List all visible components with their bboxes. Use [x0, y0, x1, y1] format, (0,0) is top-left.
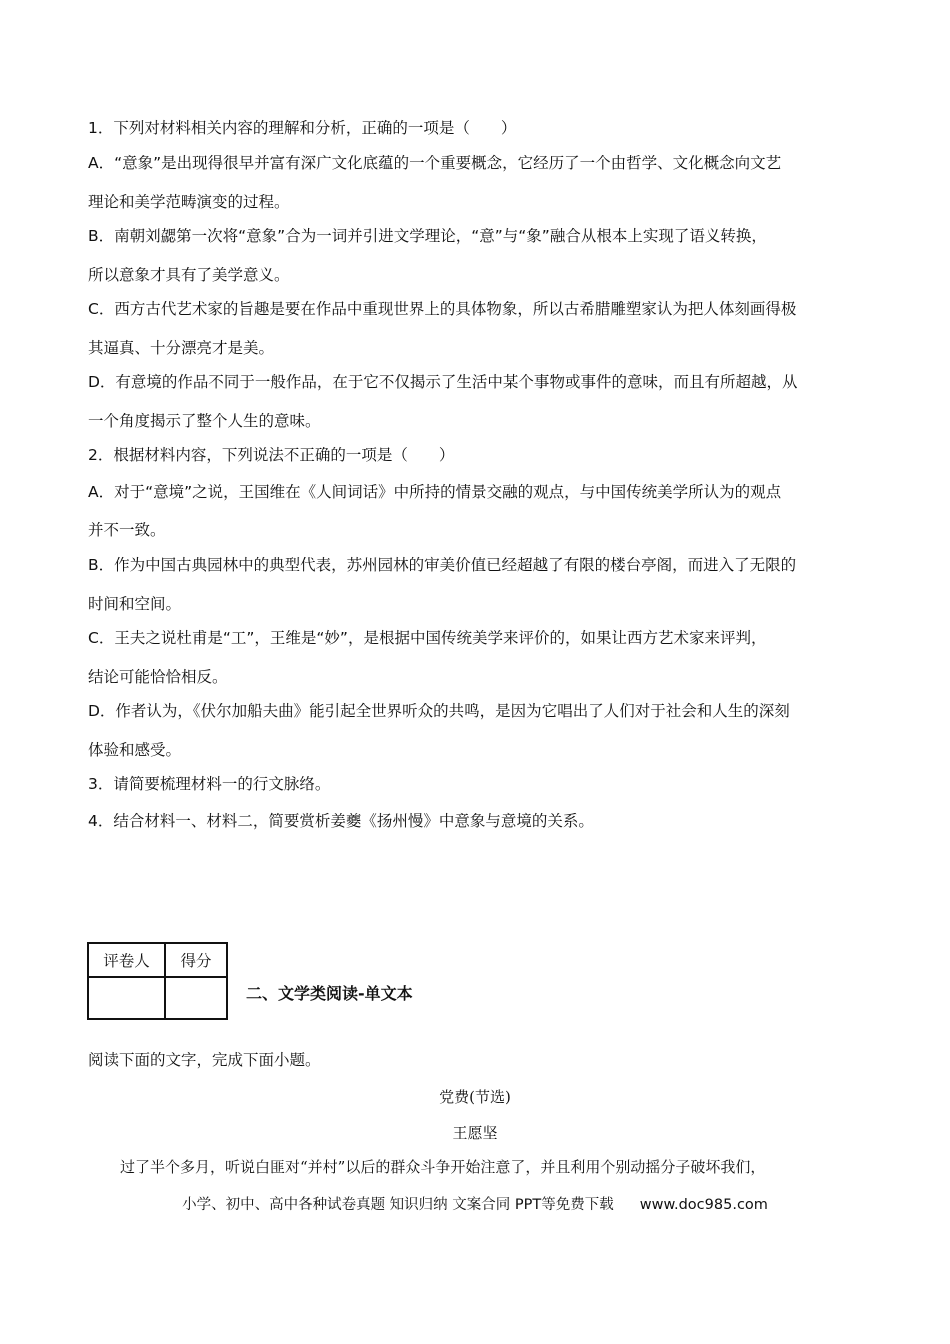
grader-cell[interactable]	[88, 977, 165, 1019]
q1-option-d-line1: D．有意境的作品不同于一般作品，在于它不仅揭示了生活中某个事物或事件的意味，而且有所超越，从	[88, 373, 798, 391]
article-title: 党费(节选)	[439, 1088, 511, 1106]
q1-option-c-line2: 其逼真、十分漂亮才是美。	[88, 339, 275, 357]
q1-option-a-line2: 理论和美学范畴演变的过程。	[88, 193, 290, 211]
grader-header: 评卷人	[88, 943, 165, 977]
article-first-line: 过了半个多月，听说白匪对“并村”以后的群众斗争开始注意了，并且利用个别动摇分子破坏我们，	[120, 1158, 766, 1176]
footer	[0, 1193, 950, 1214]
q2-option-b-line1: B．作为中国古典园林中的典型代表，苏州园林的审美价值已经超越了有限的楼台亭阁，而进入了无限的	[88, 556, 797, 574]
question-4: 4．结合材料一、材料二，简要赏析姜夔《扬州慢》中意象与意境的关系。	[88, 812, 594, 830]
q1-option-b-line2: 所以意象才具有了美学意义。	[88, 266, 290, 284]
q1-option-b-line1: B．南朝刘勰第一次将“意象”合为一词并引进文学理论，“意”与“象”融合从根本上实现了语义转换，	[88, 227, 767, 245]
score-table	[87, 942, 228, 1020]
q2-option-d-line2: 体验和感受。	[88, 741, 182, 759]
article-author: 王愿坚	[452, 1124, 498, 1142]
reading-instruction: 阅读下面的文字，完成下面小题。	[88, 1051, 321, 1069]
question-3: 3．请简要梳理材料一的行文脉络。	[88, 775, 331, 793]
q2-option-b-line2: 时间和空间。	[88, 595, 182, 613]
q2-option-c-line2: 结论可能恰恰相反。	[88, 668, 228, 686]
footer-text: 小学、初中、高中各种试卷真题 知识归纳 文案合同 PPT等免费下载	[182, 1197, 614, 1213]
q1-option-d-line2: 一个角度揭示了整个人生的意味。	[88, 412, 321, 430]
question-2: 2．根据材料内容，下列说法不正确的一项是（ ）	[88, 446, 455, 464]
score-header: 得分	[165, 943, 227, 977]
q2-option-c-line1: C．王夫之说杜甫是“工”，王维是“妙”，是根据中国传统美学来评价的，如果让西方艺术家来评判，	[88, 629, 767, 647]
q2-option-a-line1: A．对于“意境”之说，王国维在《人间词话》中所持的情景交融的观点，与中国传统美学所认为的观点	[88, 483, 782, 501]
q1-option-c-line1: C．西方古代艺术家的旨趣是要在作品中重现世界上的具体物象，所以古希腊雕塑家认为把人体刻画得极	[88, 300, 797, 318]
q2-option-a-line2: 并不一致。	[88, 521, 166, 539]
footer-url-link[interactable]: www.doc985.com	[639, 1197, 768, 1213]
q2-option-d-line1: D．作者认为，《伏尔加船夫曲》能引起全世界听众的共鸣，是因为它唱出了人们对于社会和人生的深刻	[88, 702, 790, 720]
section-title: 二、文学类阅读-单文本	[246, 984, 413, 1003]
score-cell[interactable]	[165, 977, 227, 1019]
question-1: 1．下列对材料相关内容的理解和分析，正确的一项是（ ）	[88, 119, 517, 137]
q1-option-a-line1: A．“意象”是出现得很早并富有深广文化底蕴的一个重要概念，它经历了一个由哲学、文化概念向文艺	[88, 154, 782, 172]
